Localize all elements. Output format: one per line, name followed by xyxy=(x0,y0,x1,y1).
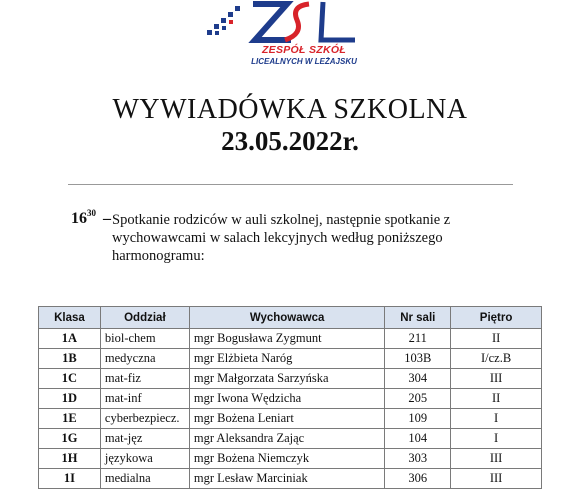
cell-oddzial: medyczna xyxy=(100,349,189,369)
table-row xyxy=(39,349,542,369)
cell-oddzial: mat-fiz xyxy=(100,369,189,389)
cell-oddzial: biol-chem xyxy=(100,329,189,349)
cell-wychowawca: mgr Elżbieta Naróg xyxy=(189,349,384,369)
header-oddzial: Oddział xyxy=(100,307,189,329)
cell-klasa: 1G xyxy=(39,429,101,449)
cell-wychowawca: mgr Iwona Wędzicha xyxy=(189,389,384,409)
schedule-table xyxy=(38,306,542,489)
table-row xyxy=(39,429,542,449)
cell-oddzial: mat-jęz xyxy=(100,429,189,449)
header-wychowawca: Wychowawca xyxy=(189,307,384,329)
page-title: WYWIADÓWKA SZKOLNA xyxy=(112,94,468,125)
logo-line1: ZESPÓŁ SZKÓŁ xyxy=(261,44,347,56)
table-row xyxy=(39,369,542,389)
cell-nr-sali: 303 xyxy=(385,449,451,469)
logo-line2: LICEALNYCH W LEŻAJSKU xyxy=(251,57,357,66)
time-minutes: 30 xyxy=(87,208,96,218)
cell-wychowawca: mgr Aleksandra Zając xyxy=(189,429,384,449)
school-logo xyxy=(205,0,375,72)
cell-pietro: II xyxy=(451,329,542,349)
divider xyxy=(68,184,513,185)
cell-pietro: I xyxy=(451,429,542,449)
cell-wychowawca: mgr Lesław Marciniak xyxy=(189,469,384,489)
cell-pietro: II xyxy=(451,389,542,409)
cell-pietro: III xyxy=(451,369,542,389)
meeting-date: 23.05.2022r. xyxy=(221,126,359,156)
cell-oddzial: medialna xyxy=(100,469,189,489)
intro-text: Spotkanie rodziców w auli szkolnej, następnie spotkanie z wychowawcami w salach lekcyjnych według poniższego harmonogramu: xyxy=(112,212,451,264)
cell-nr-sali: 103B xyxy=(385,349,451,369)
cell-pietro: I xyxy=(451,409,542,429)
time-hour: 16 xyxy=(71,210,87,227)
table-row xyxy=(39,409,542,429)
cell-oddzial: cyberbezpiecz. xyxy=(100,409,189,429)
cell-nr-sali: 109 xyxy=(385,409,451,429)
cell-wychowawca: mgr Bogusława Zygmunt xyxy=(189,329,384,349)
cell-oddzial: językowa xyxy=(100,449,189,469)
cell-pietro: I/cz.B xyxy=(451,349,542,369)
cell-pietro: III xyxy=(451,449,542,469)
cell-nr-sali: 104 xyxy=(385,429,451,449)
table-row xyxy=(39,469,542,489)
time-dash: – xyxy=(103,210,111,227)
table-header-row xyxy=(39,307,542,329)
meeting-time xyxy=(71,210,111,228)
header-pietro: Piętro xyxy=(451,307,542,329)
table-row xyxy=(39,389,542,409)
cell-pietro: III xyxy=(451,469,542,489)
header-nr-sali: Nr sali xyxy=(385,307,451,329)
cell-wychowawca: mgr Bożena Leniart xyxy=(189,409,384,429)
cell-klasa: 1E xyxy=(39,409,101,429)
cell-oddzial: mat-inf xyxy=(100,389,189,409)
cell-klasa: 1H xyxy=(39,449,101,469)
cell-nr-sali: 205 xyxy=(385,389,451,409)
cell-klasa: 1A xyxy=(39,329,101,349)
header-klasa: Klasa xyxy=(39,307,101,329)
cell-wychowawca: mgr Bożena Niemczyk xyxy=(189,449,384,469)
cell-klasa: 1D xyxy=(39,389,101,409)
cell-nr-sali: 211 xyxy=(385,329,451,349)
cell-klasa: 1I xyxy=(39,469,101,489)
table-row xyxy=(39,329,542,349)
cell-wychowawca: mgr Małgorzata Sarzyńska xyxy=(189,369,384,389)
cell-nr-sali: 304 xyxy=(385,369,451,389)
table-row xyxy=(39,449,542,469)
cell-klasa: 1C xyxy=(39,369,101,389)
cell-klasa: 1B xyxy=(39,349,101,369)
cell-nr-sali: 306 xyxy=(385,469,451,489)
